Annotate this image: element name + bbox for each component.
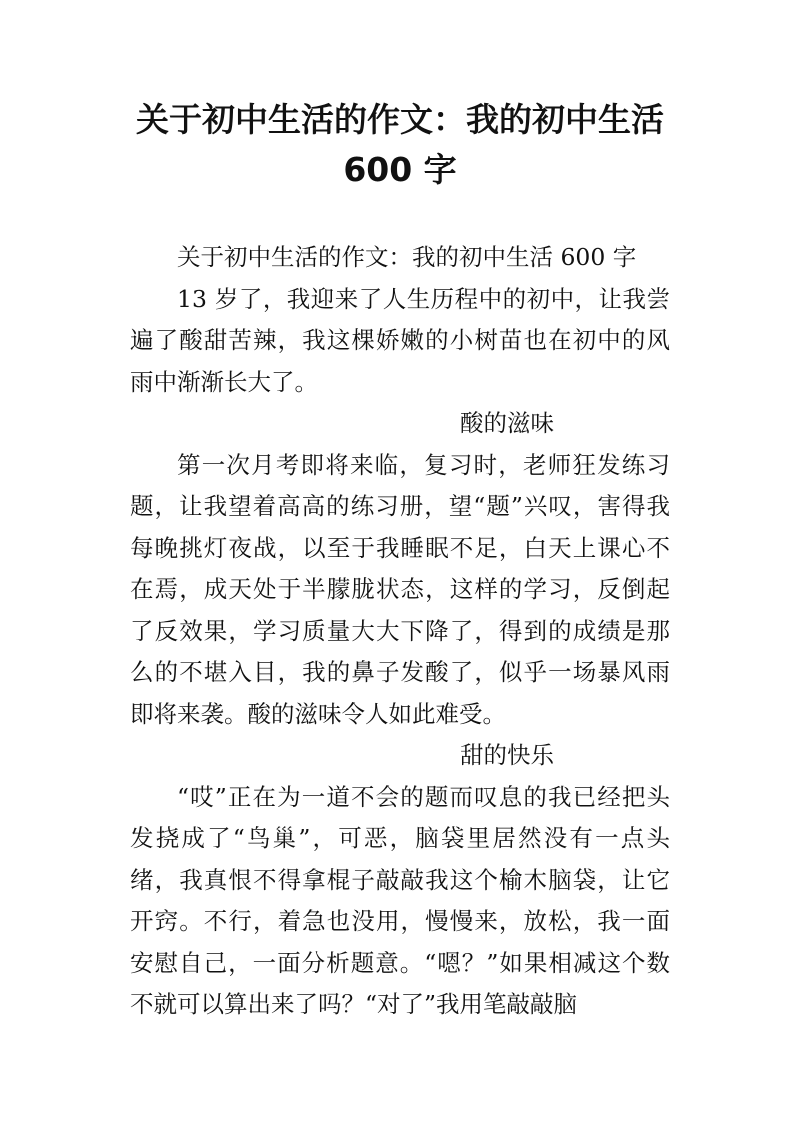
title-line-1: 关于初中生活的作文：我的初中生活	[136, 100, 664, 139]
section-heading-sour: 酸的滋味	[460, 409, 554, 437]
paragraph-2: 第一次月考即将来临，复习时，老师狂发练习题，让我望着高高的练习册，望“题”兴叹，害得我每晚挑灯夜战，以至于我睡眠不足，白天上课心不在焉，成天处于半朦胧状态，这样的学习，反倒起了反效果，学习质量大大下降了，得到的成绩是那么的不堪入目，我的鼻子发酸了，似乎一场暴风雨即将来袭。酸的滋味令人如此难受。	[130, 450, 670, 728]
intro-line: 关于初中生活的作文：我的初中生活 600 字	[177, 243, 637, 271]
paragraph-3: “哎”正在为一道不会的题而叹息的我已经把头发挠成了“鸟巢”，可恶，脑袋里居然没有一点头绪，我真恨不得拿棍子敲敲我这个榆木脑袋，让它开窍。不行，着急也没用，慢慢来，放松，我一面安慰自己，一面分析题意。“嗯？”如果相减这个数不就可以算出来了吗？“对了”我用笔敲敲脑	[130, 782, 670, 1018]
title-line-2: 600 字	[343, 150, 457, 189]
section-heading-sweet: 甜的快乐	[460, 741, 554, 769]
document-body	[130, 237, 670, 1026]
paragraph-1: 13 岁了，我迎来了人生历程中的初中，让我尝遍了酸甜苦辣，我这棵娇嫩的小树苗也在初中的风雨中渐渐长大了。	[130, 284, 670, 396]
